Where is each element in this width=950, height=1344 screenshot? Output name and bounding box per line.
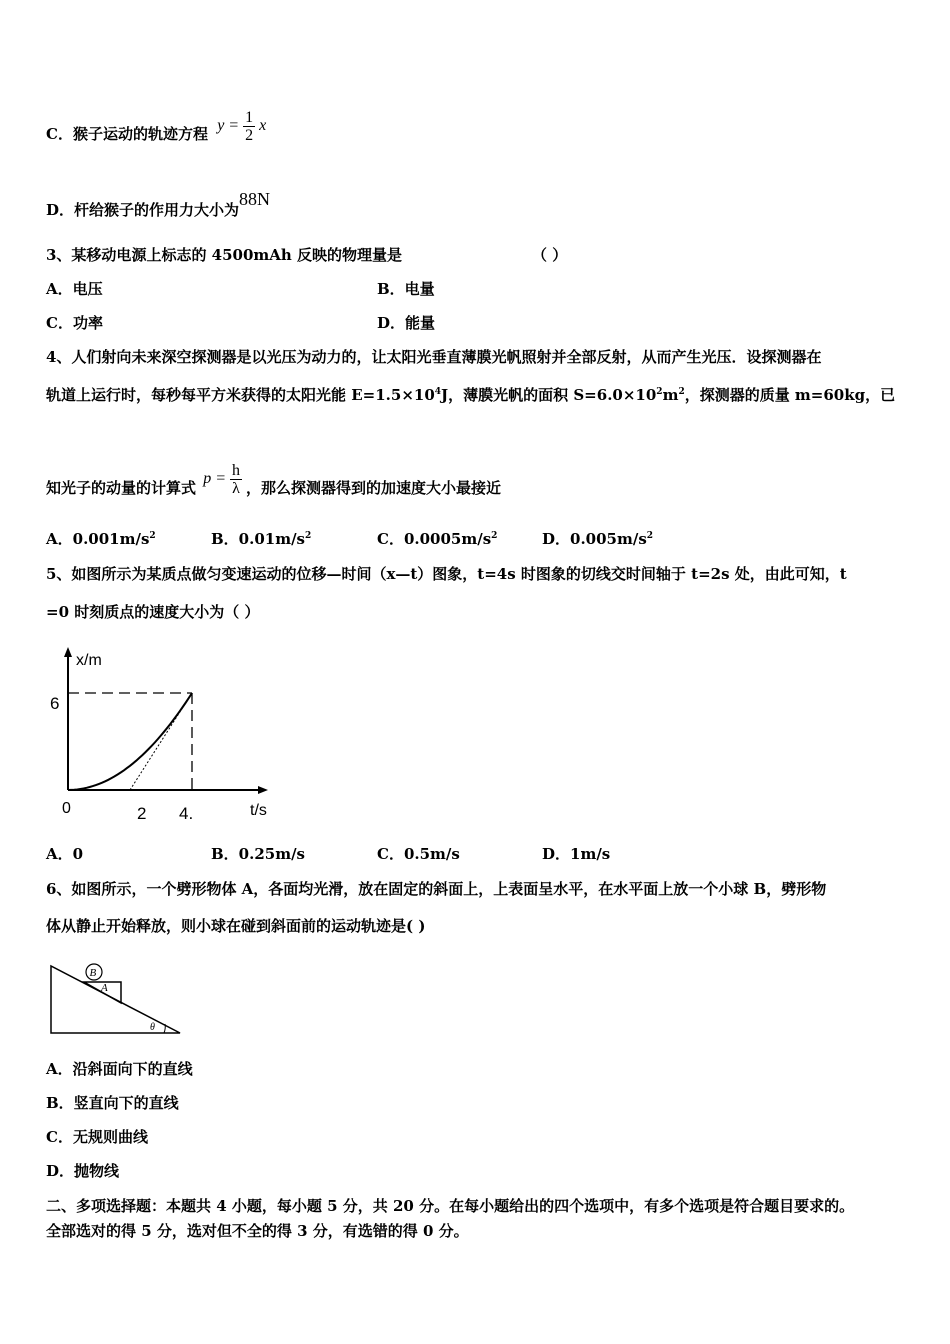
q5-option-a: A．0 (46, 845, 84, 863)
q5-xt-chart (40, 645, 300, 830)
y-axis-label: x/m (76, 652, 102, 669)
q3-option-b: B．电量 (377, 280, 435, 298)
tangent-line (130, 693, 192, 790)
q5-option-b: B．0.25m/s (211, 845, 306, 863)
q6-option-b: B．竖直向下的直线 (46, 1094, 179, 1112)
q6-option-d: D．抛物线 (46, 1162, 120, 1180)
xt-curve (68, 693, 192, 790)
q4-option-a: A．$0.001m/s^2$ (46, 530, 156, 548)
ball-b-label: B (89, 967, 97, 979)
q2-option-d-text: D．杆给猴子的作用力大小为 (46, 201, 240, 219)
q3-option-c: C．功率 (46, 314, 103, 332)
q5-line2: =0 时刻质点的速度大小为（ ） (46, 603, 260, 621)
q4-option-d: D．$0.005m/s^2$ (542, 530, 654, 548)
section2-line2: 全部选对的得 5 分，选对但不全的得 3 分，有选错的得 0 分。 (46, 1222, 469, 1240)
q3-option-d: D．能量 (377, 314, 436, 332)
q6-incline-figure (46, 958, 186, 1038)
q5-option-c: C．0.5m/s (377, 845, 460, 863)
q6-line2: 体从静止开始释放，则小球在碰到斜面前的运动轨迹是( ) (46, 917, 426, 935)
q4-line3: 知光子的动量的计算式 p = $\frac{h}{\lambda}$ ，那么探测器得到的加速度大小最接近 (46, 462, 502, 498)
q6-option-a: A．沿斜面向下的直线 (46, 1060, 193, 1078)
section2-line1: 二、多项选择题：本题共 4 小题，每小题 5 分，共 20 分。在每小题给出的四个选项中，有多个选项是符合题目要求的。 (46, 1197, 855, 1215)
q4-momentum-formula: p = $\frac{h}{\lambda}$ (203, 462, 241, 497)
q4-option-b: B．$0.01m/s^2$ (211, 530, 312, 548)
y-tick-label: 6 (50, 694, 60, 713)
x-axis-arrow-icon (258, 786, 268, 794)
q5-line1: 5、如图所示为某质点做匀变速运动的位移—时间（x—t）图象，t=4s 时图象的切线交时间轴于 t=2s 处，由此可知，t (46, 565, 847, 583)
x-axis-label: t/s (250, 802, 267, 819)
q2-option-c (46, 109, 267, 153)
y-axis-arrow-icon (64, 647, 72, 657)
x-tick-label-4: 4. (179, 804, 194, 823)
q2-option-d-value: 88N (239, 189, 271, 209)
q4-line2: 轨道上运行时，每秒每平方米获得的太阳光能 $E=1.5\times 10^4J$，薄膜光帆的面积 $S=6.0\times 10^2m^2$，探测器的质量 m=60kg，已 (46, 386, 896, 404)
origin-label: 0 (62, 800, 71, 817)
q3-option-a: A．电压 (46, 280, 103, 298)
q2-option-c-text: C．猴子运动的轨迹方程 (46, 125, 208, 144)
wedge-a-label: A (101, 982, 108, 994)
q2-option-d (46, 189, 271, 220)
q4-line1: 4、人们射向未来深空探测器是以光压为动力的，让太阳光垂直薄膜光帆照射并全部反射，从而产生光压．设探测器在 (46, 348, 822, 366)
q3-stem: 3、某移动电源上标志的 4500mAh 反映的物理量是 (46, 246, 403, 264)
angle-theta-label: θ (150, 1022, 155, 1033)
q4-option-c: C．$0.0005m/s^2$ (377, 530, 498, 548)
q5-option-d: D．1m/s (542, 845, 611, 863)
q2-option-c-formula: y = $\frac{1}{2}$ x (217, 109, 267, 144)
q6-option-c: C．无规则曲线 (46, 1128, 148, 1146)
q3-answer-paren: （ ） (532, 246, 568, 264)
x-tick-label-2: 2 (137, 804, 147, 823)
q6-line1: 6、如图所示，一个劈形物体 A，各面均光滑，放在固定的斜面上，上表面呈水平，在水平面上放一个小球 B，劈形物 (46, 880, 827, 898)
